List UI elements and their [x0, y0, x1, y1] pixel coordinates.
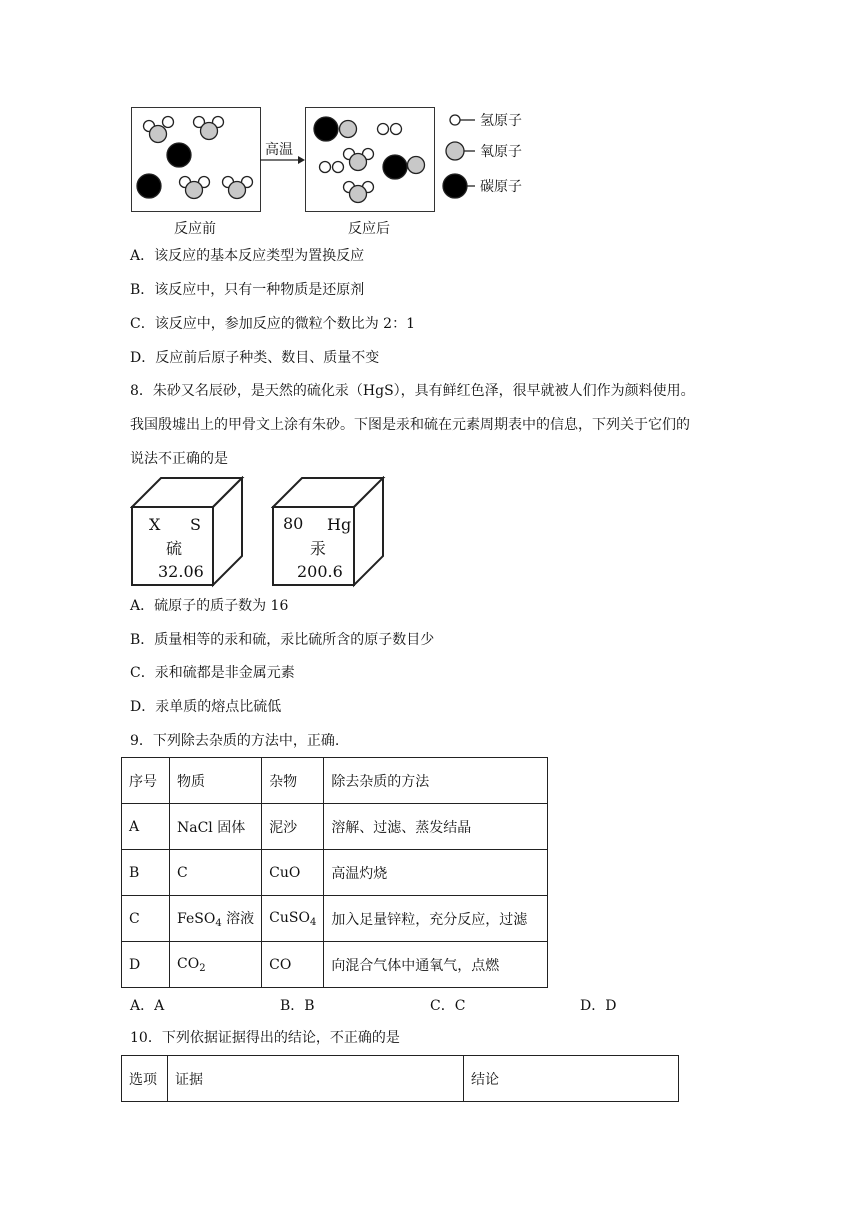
header-cell: 除去杂质的方法	[324, 758, 548, 804]
header-cell: 结论	[464, 1056, 679, 1102]
row-substance	[170, 942, 262, 988]
mercury-number: 80	[283, 514, 304, 533]
q9-stem: 9．下列除去杂质的方法中，正确.	[130, 733, 340, 749]
q8-option-a: A．硫原子的质子数为 16	[130, 598, 289, 614]
sulfur-symbol: S	[190, 515, 201, 534]
row-substance: NaCl 固体	[170, 804, 262, 850]
q7-option-c: C．该反应中，参加反应的微粒个数比为 2：1	[130, 316, 415, 332]
table-header-row	[122, 758, 548, 804]
sulfur-number: X	[149, 515, 161, 534]
q9-answer-d: D．D	[580, 998, 617, 1014]
formula-main: FeSO	[177, 911, 216, 927]
row-impurity: CuO	[262, 850, 324, 896]
row-id: A	[122, 804, 170, 850]
mercury-mass: 200.6	[297, 562, 343, 581]
header-cell: 序号	[122, 758, 170, 804]
q10-table	[121, 1055, 679, 1102]
row-id: B	[122, 850, 170, 896]
row-impurity: CO	[262, 942, 324, 988]
table-row	[122, 850, 548, 896]
row-method: 溶解、过滤、蒸发结晶	[324, 804, 548, 850]
q8-stem-line-3: 说法不正确的是	[130, 451, 228, 467]
q9-table	[121, 757, 548, 988]
q9-answer-b: B．B	[280, 998, 315, 1014]
legend-carbon: 碳原子	[480, 179, 522, 195]
formula-main: CuSO	[269, 909, 310, 926]
row-substance: C	[170, 850, 262, 896]
legend-hydrogen: 氢原子	[480, 113, 522, 129]
row-method: 向混合气体中通氧气，点燃	[324, 942, 548, 988]
table-row	[122, 942, 548, 988]
row-method: 加入足量锌粒，充分反应，过滤	[324, 896, 548, 942]
formula-subscript: 2	[199, 962, 206, 974]
mercury-name: 汞	[310, 539, 327, 558]
q8-option-d: D．汞单质的熔点比硫低	[130, 699, 282, 715]
formula-main: CO	[177, 955, 200, 972]
header-cell: 选项	[122, 1056, 168, 1102]
q8-option-b: B．质量相等的汞和硫，汞比硫所含的原子数目少	[130, 632, 435, 648]
header-cell: 证据	[168, 1056, 464, 1102]
sulfur-name: 硫	[166, 539, 183, 558]
q9-answer-c: C．C	[430, 998, 466, 1014]
mercury-symbol: Hg	[327, 515, 352, 534]
q9-answer-a: A．A	[130, 998, 165, 1014]
legend-oxygen: 氧原子	[480, 144, 522, 160]
molecule-drawing	[0, 0, 860, 240]
formula-tail: 溶液	[221, 911, 255, 927]
row-id: C	[122, 896, 170, 942]
q8-stem-line-2: 我国殷墟出上的甲骨文上涂有朱砂。下图是汞和硫在元素周期表中的信息，下列关于它们的	[130, 417, 690, 433]
table-header-row	[122, 1056, 679, 1102]
q7-option-a: A．该反应的基本反应类型为置换反应	[130, 248, 365, 264]
row-impurity: 泥沙	[262, 804, 324, 850]
row-impurity	[262, 896, 324, 942]
header-cell: 物质	[170, 758, 262, 804]
q8-stem-line-1: 8．朱砂又名辰砂，是天然的硫化汞（HgS），具有鲜红色泽，很早就被人们作为颜料使用。	[130, 383, 695, 399]
row-id: D	[122, 942, 170, 988]
q7-option-b: B．该反应中，只有一种物质是还原剂	[130, 282, 365, 298]
table-row	[122, 804, 548, 850]
formula-subscript: 4	[309, 916, 317, 928]
caption-before: 反应前	[174, 221, 216, 237]
row-substance	[170, 896, 262, 942]
row-method: 高温灼烧	[324, 850, 548, 896]
q10-stem: 10．下列依据证据得出的结论，不正确的是	[130, 1030, 400, 1046]
table-row	[122, 896, 548, 942]
q8-option-c: C．汞和硫都是非金属元素	[130, 665, 295, 681]
q7-option-d: D．反应前后原子种类、数目、质量不变	[130, 350, 380, 366]
formula-subscript: 4	[215, 918, 222, 929]
sulfur-mass: 32.06	[158, 562, 204, 581]
caption-after: 反应后	[348, 221, 390, 237]
header-cell: 杂物	[262, 758, 324, 804]
arrow-label: 高温	[265, 142, 293, 158]
